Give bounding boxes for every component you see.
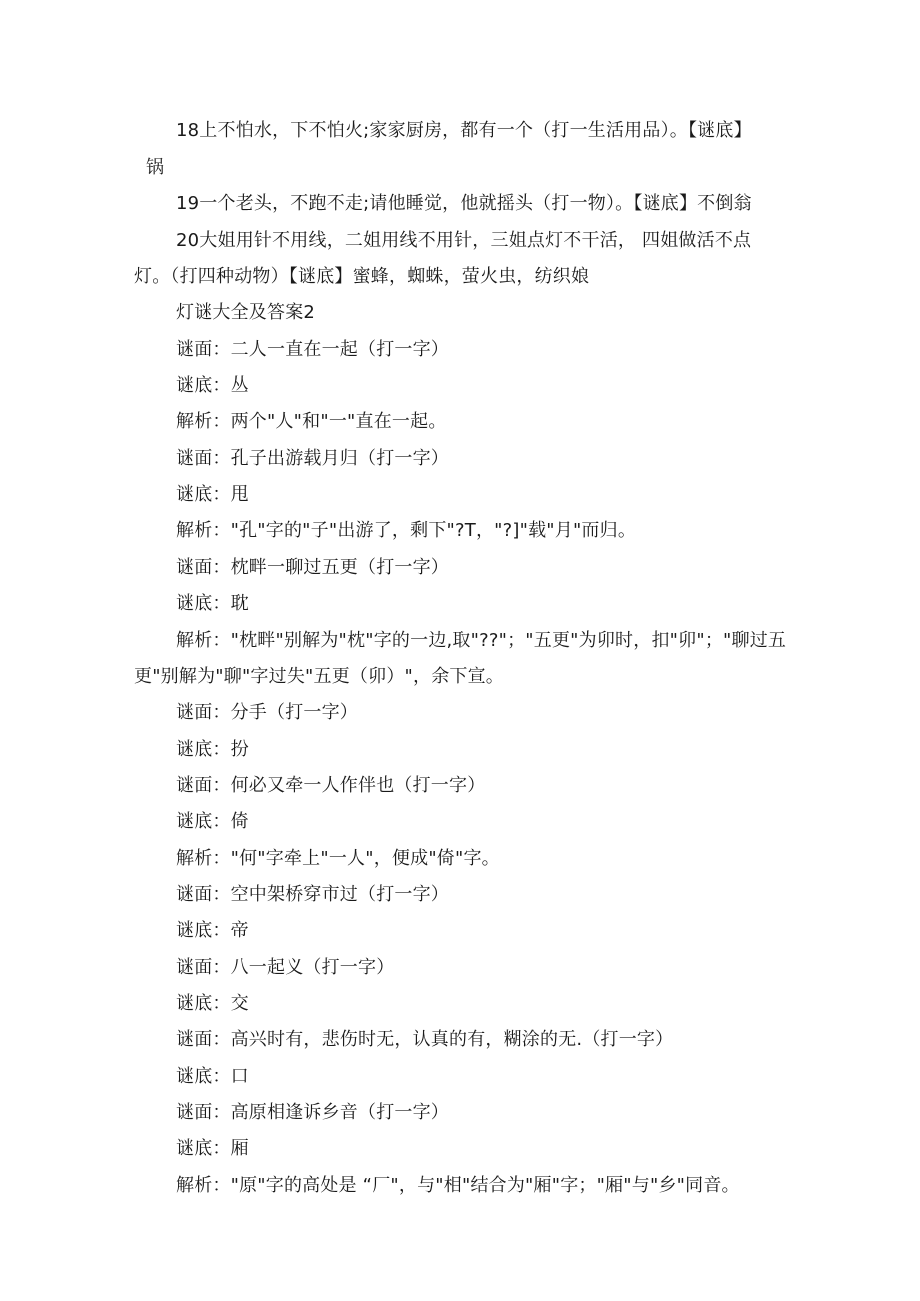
entry-line: 谜底：倚 xyxy=(176,811,249,832)
riddle-20-line-1: 20大姐用针不用线，二姐用线不用针，三姐点灯不干活， 四姐做活不点 xyxy=(176,230,752,251)
entry-line: 谜底：口 xyxy=(176,1066,249,1087)
entry-line: 谜面：二人一直在一起（打一字） xyxy=(176,339,449,360)
entry-line: 谜面：高兴时有，悲伤时无，认真的有，糊涂的无.（打一字） xyxy=(176,1029,674,1050)
entry-line: 谜底：甩 xyxy=(176,484,249,505)
entry-line-continued: 更"别解为"聊"字过失"五更（卯）"，余下宣。 xyxy=(134,666,504,687)
riddle-20-line-2: 灯。（打四种动物）【谜底】蜜蜂，蜘蛛，萤火虫，纺织娘 xyxy=(134,266,590,287)
section-title: 灯谜大全及答案2 xyxy=(176,302,316,323)
entry-line: 谜面：何必又牵一人作伴也（打一字） xyxy=(176,775,486,796)
entry-line: 谜底：丛 xyxy=(176,375,249,396)
entry-line: 谜面：分手（打一字） xyxy=(176,702,358,723)
entry-line: 解析："孔"字的"子"出游了，剩下"?T，"?]"载"月"而归。 xyxy=(176,520,637,541)
entry-line: 谜面：枕畔一聊过五更（打一字） xyxy=(176,557,449,578)
entry-line: 解析：两个"人"和"一"直在一起。 xyxy=(176,411,447,432)
riddle-18-line-1: 18上不怕水，下不怕火;家家厨房，都有一个（打一生活用品）。【谜底】 xyxy=(176,120,752,141)
entry-line: 谜面：空中架桥穿市过（打一字） xyxy=(176,884,449,905)
entry-line: 谜底：厢 xyxy=(176,1138,249,1159)
entry-line: 谜面：八一起义（打一字） xyxy=(176,957,395,978)
entry-line: 谜底：交 xyxy=(176,993,249,1014)
entry-line: 谜底：帝 xyxy=(176,920,249,941)
entry-line: 解析："何"字牵上"一人"，便成"倚"字。 xyxy=(176,848,500,869)
entry-line: 谜底：耽 xyxy=(176,593,249,614)
entry-line: 谜底：扮 xyxy=(176,739,249,760)
entry-line: 谜面：孔子出游载月归（打一字） xyxy=(176,448,449,469)
entry-line: 谜面：高原相逢诉乡音（打一字） xyxy=(176,1102,449,1123)
entry-line: 解析："枕畔"别解为"枕"字的一边,取"??"；"五更"为卯时，扣"卯"；"聊过五 xyxy=(176,630,787,651)
riddle-19: 19一个老头，不跑不走;请他睡觉，他就摇头（打一物）。【谜底】不倒翁 xyxy=(176,193,752,214)
riddle-18-line-2: 锅 xyxy=(146,157,165,178)
entry-line: 解析："原"字的高处是 “厂"，与"相"结合为"厢"字；"厢"与"乡"同音。 xyxy=(176,1175,740,1196)
